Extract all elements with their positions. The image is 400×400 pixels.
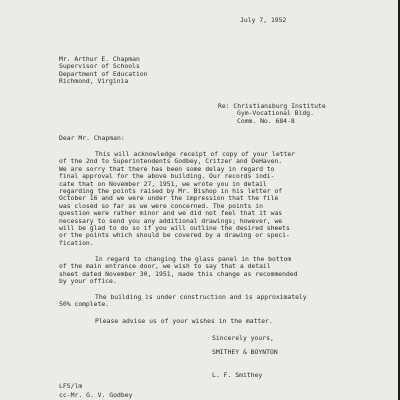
subject-line: Comm. No. 684-8 (237, 116, 295, 125)
closing: Sincerely yours, (212, 334, 274, 342)
paragraph-1 (59, 151, 295, 247)
recipient-line: Richmond, Virginia (59, 77, 129, 86)
recipient-line: Department of Education (59, 69, 148, 78)
paragraph-line: regarding the points raised by Mr. Bishop in his letter of (59, 187, 283, 196)
paragraph-line: cate that on November 27, 1951, we wrote you in detail (59, 179, 267, 188)
paragraph-line: The building is under construction and is approximately (95, 293, 307, 301)
recipient-line: Supervisor of Schools (59, 62, 140, 71)
paragraph-2 (59, 256, 298, 286)
salutation: Dear Mr. Chapman: (59, 134, 125, 142)
firm-name: SMITHEY & BOYNTON (212, 348, 278, 356)
paragraph-line: of the 2nd to Superintendents Godbey, Critzer and DeHaven. (59, 157, 283, 166)
subject-line: Re: Christiansburg Institute (218, 102, 326, 110)
signer-name: L. F. Smithey (212, 371, 263, 379)
paragraph-line: October 16 and we were under the impression that the file (59, 194, 279, 203)
paragraph-3 (59, 294, 307, 309)
recipient-line: Mr. Arthur E. Chapman (59, 55, 140, 63)
signature-space (212, 356, 272, 370)
subject-block (218, 103, 326, 125)
paragraph-line: by your office. (59, 277, 117, 286)
paragraph-line: or the points which should be covered by a drawing or speci- (59, 231, 290, 240)
paragraph-line: of the main entrance door, we wish to say that a detail (59, 262, 271, 271)
paragraph-line: 50% complete. (59, 300, 110, 309)
paragraph-line: In regard to changing the glass panel in the bottom (95, 255, 292, 263)
paragraph-line: question were rather minor and we did not feel that it was (59, 209, 283, 218)
paragraph-line: This will acknowledge receipt of copy of your letter (95, 150, 296, 158)
subject-line: Gym-Vocational Bldg. (237, 109, 314, 118)
recipient-address (59, 56, 148, 86)
paragraph-line: final approval for the above building. Our records indi- (59, 172, 275, 181)
paragraph-line: necessary to send you any additional drawings; however, we (59, 216, 283, 225)
paragraph-4: Please advise us of your wishes in the matter. (95, 317, 273, 325)
paragraph-line: was closed so far as we were concerned. The points in (59, 201, 263, 210)
paragraph-line: fication. (59, 238, 94, 247)
paragraph-line: will be glad to do so if you will outline the desired sheets (59, 224, 290, 233)
paragraph-line: We are sorry that there has been some delay in regard to (59, 164, 275, 173)
letter-date: July 7, 1952 (240, 16, 287, 24)
carbon-copy: cc-Mr. G. V. Godbey (59, 391, 133, 399)
paragraph-line: sheet dated November 30, 1951, made this change as recommended (59, 269, 298, 278)
reference-initials: LFS/lm (59, 382, 83, 390)
